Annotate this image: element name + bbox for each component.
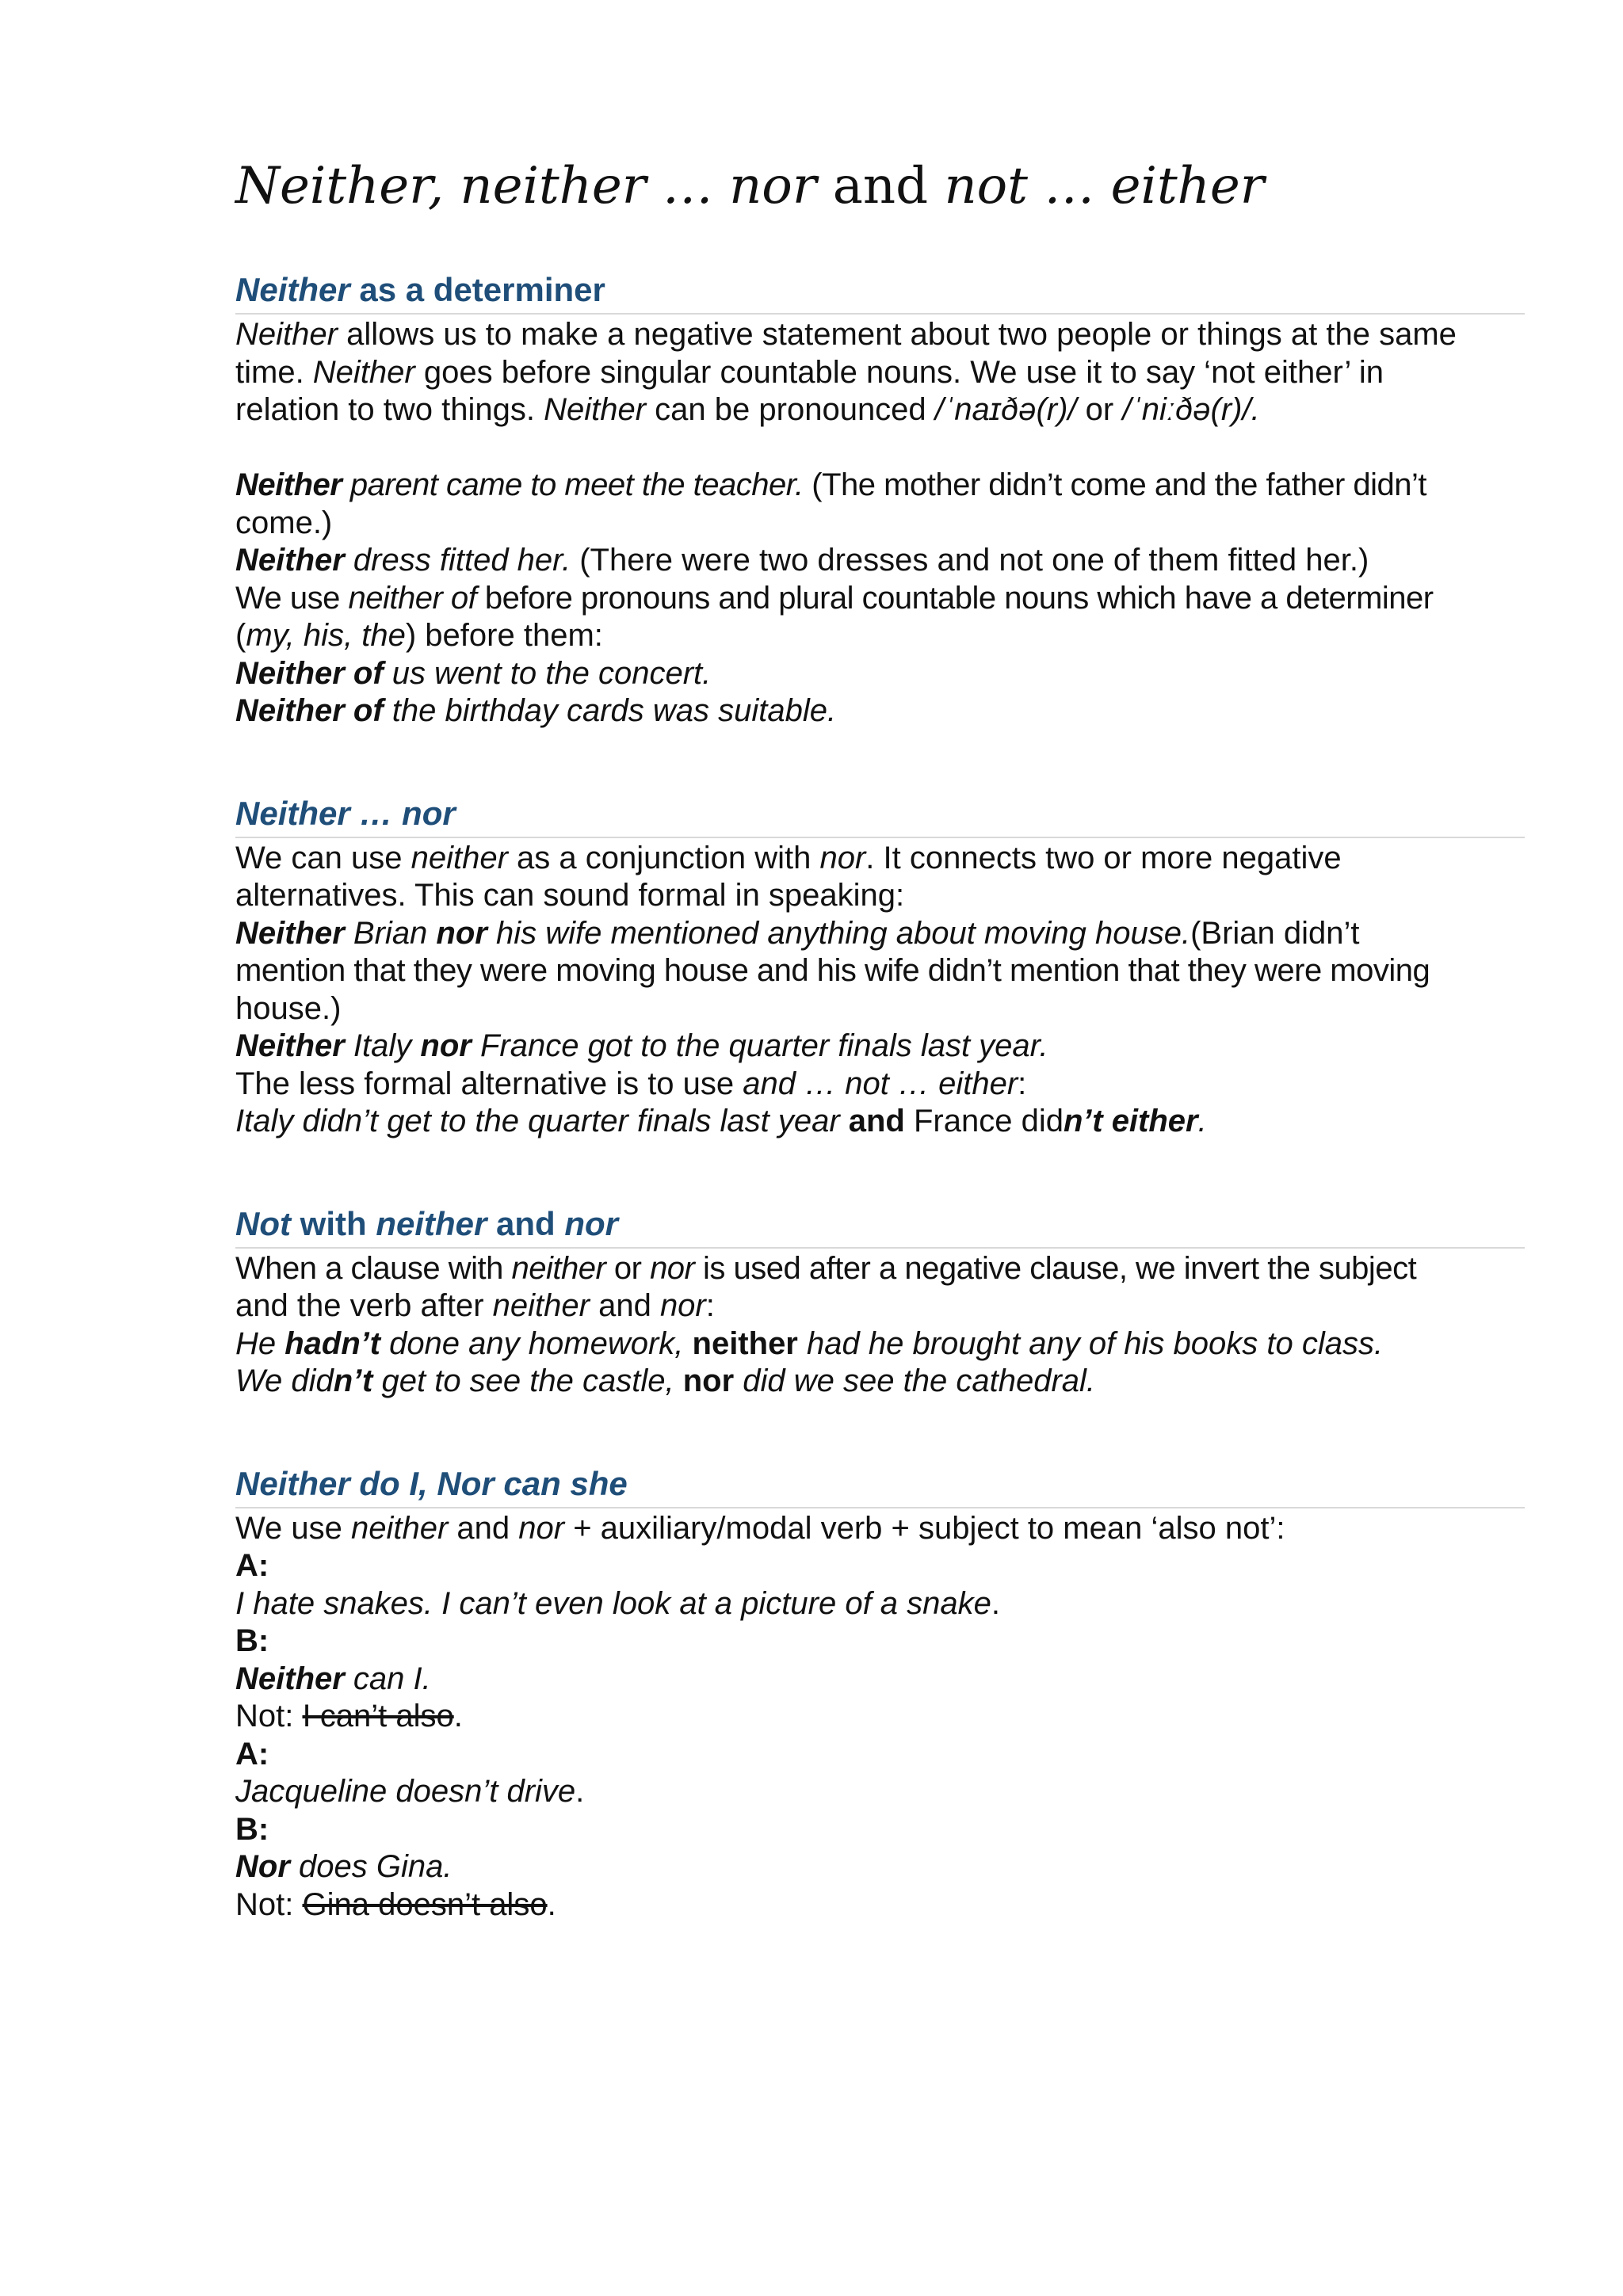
text-line: We use neither of before pronouns and plural countable nouns which have a determiner <box>235 580 1434 616</box>
section-neither-do-i <box>235 1464 1525 1924</box>
text-line: Neither allows us to make a negative statement about two people or things at the same <box>235 317 1457 352</box>
text-line: The less formal alternative is to use and … not … either: <box>235 1066 1027 1101</box>
example-line: Neither dress fitted her. (There were two dresses and not one of them fitted her.) <box>235 543 1369 578</box>
document-content <box>235 154 1525 1924</box>
text-line: alternatives. This can sound formal in speaking: <box>235 878 905 913</box>
section-neither-determiner <box>235 270 1525 730</box>
speaker-label: B: <box>235 1811 269 1847</box>
incorrect-example: Not: I can’t also. <box>235 1699 463 1733</box>
text-line: house.) <box>235 990 342 1026</box>
section-heading: Not with neither and nor <box>235 1204 1525 1249</box>
text-line: We use neither and nor + auxiliary/modal verb + subject to mean ‘also not’: <box>235 1510 1285 1546</box>
text-line: We can use neither as a conjunction with nor. It connects two or more negative <box>235 840 1342 875</box>
example-line: I hate snakes. I can’t even look at a picture of a snake. <box>235 1585 1001 1621</box>
example-line: Neither Italy nor France got to the quarter finals last year. <box>235 1028 1048 1063</box>
page-title <box>235 154 1525 218</box>
text-line: come.) <box>235 505 333 540</box>
example-line: Italy didn’t get to the quarter finals last year and France didn’t either. <box>235 1104 1207 1138</box>
section-body <box>235 1510 1525 1924</box>
section-body <box>235 316 1525 730</box>
section-body <box>235 1250 1525 1401</box>
example-line: We didn’t get to see the castle, nor did we see the cathedral. <box>235 1363 1096 1398</box>
title-part-2: not … either <box>944 157 1265 215</box>
text-line: When a clause with neither or nor is used after a negative clause, we invert the subject <box>235 1250 1417 1286</box>
section-body <box>235 840 1525 1141</box>
section-heading: Neither … nor <box>235 794 1525 838</box>
example-line: Neither of the birthday cards was suitable. <box>235 693 837 728</box>
section-neither-nor <box>235 794 1525 1141</box>
text-line: mention that they were moving house and his wife didn’t mention that they were moving <box>235 953 1430 988</box>
section-not-with-neither-nor <box>235 1204 1525 1401</box>
speaker-label: A: <box>235 1548 269 1583</box>
example-line: Neither can I. <box>235 1661 431 1696</box>
example-line: Neither of us went to the concert. <box>235 655 712 691</box>
example-line: Neither Brian nor his wife mentioned anything about moving house.(Brian didn’t <box>235 915 1360 951</box>
example-line: Nor does Gina. <box>235 1849 453 1884</box>
pronunciation-2: /ˈniːðə(r)/. <box>1122 392 1260 427</box>
example-line: Neither parent came to meet the teacher. (The mother didn’t come and the father didn’t <box>235 467 1427 502</box>
example-line: Jacqueline doesn’t drive. <box>235 1774 585 1809</box>
section-heading: Neither as a determiner <box>235 270 1525 315</box>
title-and: and <box>816 157 945 215</box>
pronunciation-1: /ˈnaɪðə(r)/ <box>934 392 1077 427</box>
title-part-1: Neither, neither … nor <box>235 157 817 215</box>
text-line: (my, his, the) before them: <box>235 618 603 653</box>
text-line: relation to two things. Neither can be pronounced /ˈnaɪðə(r)/ or /ˈniːðə(r)/. <box>235 392 1260 427</box>
text-line: time. Neither goes before singular countable nouns. We use it to say ‘not either’ in <box>235 354 1384 390</box>
incorrect-example: Not: Gina doesn’t also. <box>235 1886 556 1922</box>
section-heading: Neither do I, Nor can she <box>235 1464 1525 1508</box>
speaker-label: A: <box>235 1736 269 1772</box>
speaker-label: B: <box>235 1623 269 1658</box>
text-line: and the verb after neither and nor: <box>235 1288 715 1323</box>
example-line: He hadn’t done any homework, neither had he brought any of his books to class. <box>235 1325 1384 1361</box>
